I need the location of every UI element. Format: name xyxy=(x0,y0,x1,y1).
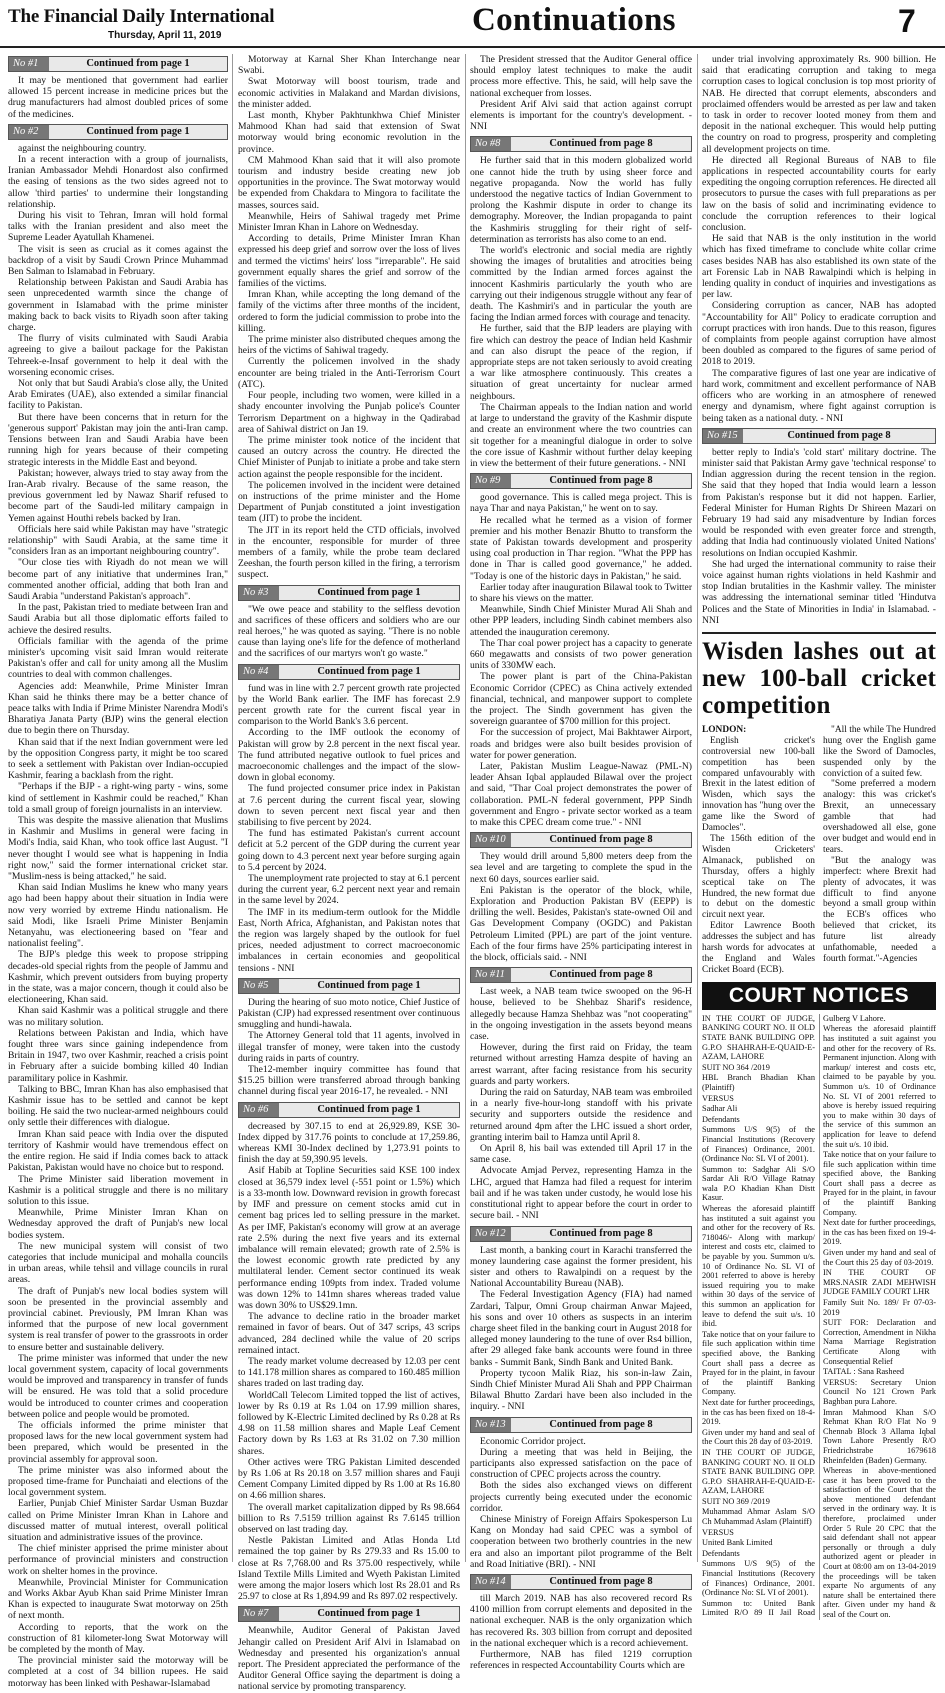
wisden-article xyxy=(702,632,936,976)
paragraph: IN THE COURT OF JUDGE, BANKING COURT NO. II OLD STATE BANK BUILDING OPP. G.P.O SHAHRAH-E-QUAID-E-AZAM, LAHORE xyxy=(702,1447,815,1496)
paragraph: Whereas in above-mentioned case it has been proved to the satisfaction of the Court that the above mentioned defendant served in the ordinary way. It is therefore, proclaimed under Order 5 Rule 20 CPC that the said defendant shall not appear personally or through a duly authorized agent or pleader in Court at 08:00 am on 13-04-2019 the proceedings will be taken exparte No arguments of any nature shall be entertained there after. Given under my hand & seal of the Court on. xyxy=(823,1466,936,1620)
paragraph: The world's electronic and social media are rightly showing the images of brutalities and atrocities being committed by the Indian armed forces against the innocent Kashmiris particularly the youth who are carrying out their indigenous struggle without any fear of death. The Kashmiri's and in particular the youth are facing the Indian armed forces with courage and tenacity. xyxy=(470,245,692,324)
continuation-body xyxy=(470,986,692,1221)
wisden-dateline: LONDON: xyxy=(702,724,747,735)
column-divider xyxy=(697,54,698,1562)
column-1 xyxy=(8,54,228,1689)
continuation-section xyxy=(238,664,460,974)
continuation-number: No #2 xyxy=(9,125,49,139)
continuation-section xyxy=(238,1102,460,1603)
continuation-body xyxy=(470,54,692,132)
continuation-title: Continued from page 1 xyxy=(86,58,190,69)
continuation-number: No #11 xyxy=(471,968,511,982)
paragraph: Summon to: Sadghar Ali S/O Sardar Ali R/O Village Ratnay wala P.O Khadian Khan Distt Kasur. xyxy=(702,1164,815,1203)
continuation-number: No #13 xyxy=(471,1418,511,1432)
wisden-paragraphs xyxy=(702,725,936,976)
paragraph: Sadhar Ali xyxy=(702,1104,738,1114)
continuation-number: No #1 xyxy=(9,57,49,71)
paragraph: The provincial minister said the motorway will be completed at a cost of 34 billion rupees. He said motorway has been linked with Peshawar-Islamabad xyxy=(8,1655,228,1689)
paragraph: The prime minister also distributed cheques among the heirs of the victims of Sahiwal tragedy. xyxy=(238,334,460,357)
continuation-body xyxy=(238,604,460,660)
paragraph: During his visit to Tehran, Imran will hold formal talks with the Iranian president and also meet the Supreme Leader Ayatullah Khamenei. xyxy=(8,210,228,244)
paragraph: Not only that but Saudi Arabia's close ally, the United Arab Emirates (UAE), also extended a similar financial facility to Pakistan. xyxy=(8,378,228,412)
column-4 xyxy=(702,54,936,1620)
continuation-body xyxy=(470,1593,692,1671)
paragraph: During a meeting that was held in Beijing, the participants also expressed satisfaction on the pace of construction of CPEC projects across the country. xyxy=(470,1446,692,1481)
paragraph: Four people, including two women, were killed in a shady encounter involving the Punjab police's Counter Terrorism Department on a highway in the Qadirabad area of Sahiwal district on Jan 19. xyxy=(238,390,460,435)
paragraph: CM Mahmood Khan said that it will also promote tourism and industry beside creating new job opportunities in the province. The Swat motorway would be expended from Chakdara to Mingora to facilitate the masses, sources said. xyxy=(238,154,460,211)
continuation-title: Continued from page 1 xyxy=(317,1103,421,1115)
paragraph: Next date for further proceedings, in the cas has been fixed on 18-4-2019. xyxy=(702,1397,815,1427)
paragraph: The overall market capitalization dipped by Rs 98.664 billion to Rs 7.5159 trillion against Rs 7.6145 trillion observed on last trading day. xyxy=(238,1501,460,1535)
paragraph: English cricket's controversial new 100-ball competition has been compared unfavourably with Brexit in the latest edition of Wisden, which says the innovation has "hung over the game like the Sword of Damocles". xyxy=(702,735,815,834)
paragraph: Talking to BBC, Imran Khan has also emphasised that Kashmir issue has to be settled and cannot be kept boiling. He said the two nuclear-armed neighbours could only settle their differences with dialogue. xyxy=(8,1083,228,1129)
paragraph: VERSUS: Secretary Union Council No 121 Crown Park Baghban pura Lahore. xyxy=(823,1377,936,1406)
paragraph: Whereas the aforesaid plaintiff has instituted a suit against you and other for the recovery of Rs. 718046/- Along with markup/ interest and costs etc, claimed to be payable by you. Summon u/s. 10 of Ordinance No. SL VI of 2001 referred to above is hereby issued requiring you to make within 30 days of the service of this summon an application for leave to defend the suit u/s. 10 ibid. xyxy=(702,1204,815,1329)
paragraph: "Our close ties with Riyadh do not mean we will become part of any initiative that undermines Iran," commented another official, adding that both Iran and Saudi Arabia "understand Pakistan's approach". xyxy=(8,557,228,602)
paragraph: For the succession of project, Mai Bakhtawer Airport, roads and bridges were also built besides provision of water for power generation. xyxy=(470,727,692,761)
paragraph: The ready market volume decreased by 12.03 per cent to 141.178 million shares as compared to 160.485 million shares traded on last trading day. xyxy=(238,1355,460,1390)
paragraph: Other actives were TRG Pakistan Limited descended by Rs 1.06 at Rs 20.18 on 3.57 million shares and Fauji Cement Company Limited dipped by Rs 1.00 at Rs 16.80 on 4.66 million shares. xyxy=(238,1456,460,1502)
paragraph: decreased by 307.15 to end at 26,929.89, KSE 30-Index dipped by 317.76 points to conclude at 17,259.86, whereas KMI 30-Index declined by 1,273.91 points to finish the day at 59,390.95 levels. xyxy=(238,1120,460,1166)
continuation-title: Continued from page 8 xyxy=(549,1227,653,1239)
continuation-number: No #14 xyxy=(471,1575,511,1589)
paragraph: The12-member inquiry committee has found that $15.25 billion were transferred abroad through banking channel during fiscal year 2016-17, he revealed. - NNI xyxy=(238,1064,460,1098)
continuation-body xyxy=(238,54,460,581)
continuation-banner xyxy=(470,136,692,152)
paragraph: Editor Lawrence Booth addresses the subject and has harsh words for advocates at the England and Wales Cricket Board (ECB). xyxy=(702,921,815,975)
continuation-banner xyxy=(8,124,228,140)
paragraph: Imran Khan said peace with India over the disputed territory of Kashmir would have tremendous effect on the entire region. He said if India comes back to attack Pakistan, Pakistan would have no choice but to respond. xyxy=(8,1128,228,1174)
paragraph: In the past, Pakistan tried to mediate between Iran and Saudi Arabia but all those diplomatic efforts failed to achieve the desired results. xyxy=(8,602,228,636)
continuation-banner xyxy=(470,1417,692,1433)
continuation-body xyxy=(238,997,460,1098)
continuation-banner xyxy=(238,664,460,680)
continuation-number: No #5 xyxy=(239,979,279,993)
column-4-continuations xyxy=(702,54,936,626)
paragraph: Khan said that if the next Indian government were led by the opposition Congress party, it might be too scared to seek a settlement with Pakistan over Indian-occupied Kashmir, fearing a backlash from the right. xyxy=(8,736,228,782)
continuation-banner xyxy=(8,56,228,72)
continuation-section xyxy=(470,54,692,132)
paragraph: The IMF in its medium-term outlook for the Middle East, North Africa, Afghanistan, and Pakistan notes that the region was largely shaped by the outlook for fuel prices, needed adjustment to correct macroeconomic imbalances in certain economies and geopolitical tensions - NNI xyxy=(238,906,460,974)
continuation-banner xyxy=(470,967,692,983)
paragraph: The prime minister took notice of the incident that caused an outcry across the country. He directed the Chief Minister of Punjab to initiate a probe and take stern action against the people responsible for the incident. xyxy=(238,434,460,480)
paragraph: Summons U/S 9(5) of the Financial Institutions (Recovery of Finances) Ordinance, 2001. (Ordinance No: SL VI of 2001). xyxy=(702,1125,815,1164)
paragraph: The flurry of visits culminated with Saudi Arabia agreeing to give a bailout package for the Pakistan Tehreek-e-Insaf government to help it deal with the worsening economic crises. xyxy=(8,333,228,378)
continuation-title: Continued from page 1 xyxy=(317,586,421,598)
paragraph: The power plant is part of the China-Pakistan Economic Corridor (CPEC) as China actively extended financial, technical, and manpower support to complete the project. The Sindh government has given the sovereign guarantee of $700 million for this project. xyxy=(470,671,692,728)
paragraph: The Thar coal power project has a capacity to generate 660 megawatts and consists of two power generation units of 330MW each. xyxy=(470,637,692,672)
continuation-section xyxy=(470,832,692,963)
paragraph: According to the IMF outlook the economy of Pakistan will grow by 2.8 percent in the next fiscal year. The fund attributed negative outlook to fuel prices and macroeconomic challenges and the impact of the slow-down in global economy. xyxy=(238,727,460,784)
paragraph: The prime minister was informed that under the new local government system, capacity of local governments would be improved and transparency in transfer of funds will be ensured. He was told that a solid procedure would be introduced to counter crimes and cooperation between police and people would be promoted. xyxy=(8,1352,228,1420)
continuation-title: Continued from page 8 xyxy=(549,834,653,846)
paragraph: However, during the first raid on Friday, the team returned without arresting Hamza despite of having an arrest warrant, after facing resistance from his security guards and party workers. xyxy=(470,1042,692,1087)
court-notices xyxy=(702,1014,936,1620)
continuation-title: Continued from page 1 xyxy=(317,979,421,991)
paragraph: Currently the policemen involved in the shady encounter are being trialed in the Anti-Terrorism Court (ATC). xyxy=(238,356,460,390)
paragraph: fund was in line with 2.7 percent growth rate projected by the World Bank earlier. The IMF has forecast 2.9 percent growth rate for the current fiscal year in comparison to the World Bank's 3.6 percent. xyxy=(238,682,460,728)
paragraph: IN THE COURT OF JUDGE, BANKING COURT NO. II OLD STATE BANK BUILDING OPP. G.P.O SHAHRAH-E-QUAID-E-AZAM, LAHORE xyxy=(702,1013,815,1062)
paragraph: Considering corruption as cancer, NAB has adopted "Accountability for All" Policy to eradicate corruption and corrupt practices with iron hands. Due to this reason, figures of complaints from people against corruption have almost been doubled as compared to the figures of same period of 2018 to 2019. xyxy=(702,300,936,368)
section-title: Continuations xyxy=(472,2,676,38)
paragraph: Meanwhile, Prime Minister Imran Khan on Wednesday approved the draft of Punjab's new local bodies system. xyxy=(8,1207,228,1241)
paragraph: Property tycoon Malik Riaz, his son-in-law Zain, Sindh Chief Minister Murad Ali Shah and PPP Chairman Bilawal Bhutto Zardari have been also included in the inquiry. - NNI xyxy=(470,1367,692,1413)
paragraph: Imran Khan, while accepting the long demand of the family of the victims after three months of the incident, ordered to form the judicial commission to probe into the killing. xyxy=(238,289,460,334)
paragraph: The prime minister was also informed about the proposed time-frame for Punchaiati and elections of the local government system. xyxy=(8,1464,228,1499)
wisden-body xyxy=(702,725,936,976)
paragraph: Advocate Amjad Pervez, representing Hamza in the LHC, argued that Hamza had filed a request for interim bail and if he was taken under custody, he would lose his constitutional right to appear before the court in order to secure bail. - NNI xyxy=(470,1165,692,1222)
continuation-body xyxy=(702,54,936,424)
paragraph: Summons U/S 9(5) of the Financial Institutions (Recovery of Finances) Ordinance, 2001. (Ordinance No: SL VI of 2001). xyxy=(702,1559,815,1598)
paragraph: Economic Corridor project. xyxy=(480,1435,586,1447)
paragraph: The visit is seen as crucial as it comes against the backdrop of a visit by Saudi Crown Prince Muhammad Ben Salman to Islamabad in February. xyxy=(8,243,228,278)
continuation-number: No #12 xyxy=(471,1227,511,1241)
continuation-section xyxy=(702,428,936,626)
paragraph: The officials informed the prime minister that proposed laws for the new local government system had been prepared, which would be presented in the provincial assembly for approval soon. xyxy=(8,1419,228,1465)
paragraph: The fund projected consumer price index in Pakistan at 7.6 percent during the current fiscal year, slowing down to seven percent next fiscal year and then stabilising to five percent by 2024. xyxy=(238,783,460,828)
paragraph: Furthermore, NAB has filed 1219 corruption references in respected Accountability Courts which are xyxy=(470,1649,692,1672)
paragraph: SUIT NO 364 /2019 xyxy=(702,1062,770,1072)
continuation-section xyxy=(238,54,460,581)
continuation-section xyxy=(238,585,460,660)
paragraph: Meanwhile, Heirs of Sahiwal tragedy met Prime Minister Imran Khan in Lahore on Wednesday. xyxy=(238,210,460,234)
paragraph: On April 8, his bail was extended till April 17 in the same case. xyxy=(470,1143,692,1166)
paragraph: According to reports, that the work on the construction of 81 kilometer-long Swat Motorway will be completed by the month of May. xyxy=(8,1621,228,1656)
paragraph: He further, said that the BJP leaders are playing with fire which can destroy the peace of Indian held Kashmir and can also disrupt the peace of the region, if appropriate steps are not taken seriously to avoid creating a war like atmosphere continuously. This creates a situation of great uncertainty for nuclear armed neighbours. xyxy=(470,323,692,402)
paragraph: Nestle Pakistan Limited and Atlas Honda Ltd remained the top gainer by Rs 279.33 and Rs 15.00 to close at Rs 7,768.00 and Rs 375.00 respectively, while Island Textile Mills Limited and Wyeth Pakistan Limited were among the major losers which lost Rs 28.01 and Rs 25.97 to close at Rs 1,894.99 and Rs 897.02 respectively. xyxy=(238,1535,460,1603)
continuation-body xyxy=(702,447,936,626)
paragraph: Next date for further proceedings, in the cas has been fixed on 19-4-2019. xyxy=(823,1218,936,1247)
paragraph: The policemen involved in the incident were detained on instructions of the prime minister and the Home Department of Punjab constituted a joint investigation team (JIT) to probe the incident. xyxy=(238,479,460,525)
paragraph: Meanwhile, Auditor General of Pakistan Javed Jehangir called on President Arif Alvi in Islamabad on Wednesday and presented his organization's annual report. The President appreciated the performance of the Auditor General Office saying the department is doing a national service by promoting transparency. xyxy=(238,1625,460,1693)
paragraph: better reply to India's 'cold start' military doctrine. The minister said that Pakistan Army gave 'technical response' to Indian aggression during the recent tension in the region. She said that they hoped that India would learn a lesson from Pakistan's response but it did not happen. Earlier, Federal Minister for Human Rights Dr Shireen Mazari on February 19 had said any misadventure by Indian forces would be responded with even greater force and strength, adding that India had continuously violated United Nations' resolutions on Indian occupied Kashmir. xyxy=(702,446,936,559)
paragraph: President Arif Alvi said that action against corrupt elements is important for the country's development. - NNI xyxy=(470,98,692,133)
paragraph: Meanwhile, Sindh Chief Minister Murad Ali Shah and other PPP leaders, including Sindh cabinet members also attended the inauguration ceremony. xyxy=(470,604,692,638)
continuation-title: Continued from page 8 xyxy=(549,1575,653,1587)
court-notices-header: COURT NOTICES xyxy=(702,982,936,1010)
paragraph: Khan said Kashmir was a political struggle and there was no military solution. xyxy=(8,1005,228,1028)
paragraph: He recalled what he termed as a vision of former premier and his mother Benazir Bhutto to transform the state of Pakistan towards development and prosperity using coal production in Thar region. "What the PPP has done in Thar is called good governance," he added. "Today is one of the historic days in Pakistan," he said. xyxy=(470,514,692,582)
paragraph: The fund has estimated Pakistan's current account deficit at 5.2 percent of the GDP during the current year going down to 4.3 percent next year before surging again to 5.4 percent by 2024. xyxy=(238,828,460,873)
paragraph: Pakistan; however, always tried to stay away from the Iran-Arab rivalry. Because of the same reason, the previous government led by Nawaz Sharif refused to become part of the Saudi-led military campaign in Yemen against Houthi rebels backed by Iran. xyxy=(8,467,228,524)
continuation-section xyxy=(470,136,692,469)
continuation-body xyxy=(8,75,228,120)
column-2 xyxy=(238,54,460,1693)
issue-date: Thursday, April 11, 2019 xyxy=(108,30,222,41)
paragraph: Take notice that on your failure to file such application within time specified above, the Banking Court shall pass a decree as Prayed for in the plaint, in favour of the plaintiff Banking Company. xyxy=(702,1329,815,1397)
paragraph: During the raid on Saturday, NAB team was embroiled in a nearly five-hour-long standoff with his private security and supporters outside the residence and returned around 4pm after the LHC issued a short order, granting interim bail to Hamza until April 8. xyxy=(470,1087,692,1143)
continuation-body xyxy=(470,1245,692,1413)
continuation-body xyxy=(470,851,692,963)
paragraph: The advance to decline ratio in the broader market remained in favor of bears. Out of 347 scrips, 43 scrips advanced, 284 declined while the value of 20 scrips remained intact. xyxy=(238,1311,460,1356)
paragraph: VERSUS xyxy=(702,1093,734,1103)
continuation-banner xyxy=(238,1606,460,1622)
continuation-title: Continued from page 1 xyxy=(317,1608,421,1620)
paragraph: "We owe peace and stability to the selfless devotion and sacrifices of these officers and soldiers who are our real heroes," he was quoted as saying. "There is no noble cause than laying one's life for the defence of motherland and the sacrifices of our martyrs won't go waste." xyxy=(238,603,460,660)
continuation-section xyxy=(470,1226,692,1413)
continuation-body xyxy=(470,492,692,828)
paragraph: The 156th edition of the Wisden Cricketers' Almanack, published on Thursday, offers a highly sceptical take on The Hundred, the new format due to debut on the domestic circuit next year. xyxy=(702,834,815,921)
continuation-section xyxy=(702,54,936,424)
column-divider xyxy=(465,54,466,1562)
paragraph: According to details, Prime Minister Imran Khan expressed his deep grief and sorrow over the loss of lives and termed the victims' heirs' loss "irreparable". He said government equally shares the grief and sorrow of the families of the victims. xyxy=(238,233,460,290)
masthead xyxy=(0,0,945,48)
paragraph: Meanwhile, Provincial Minister for Communication and Works Akbar Ayub Khan said Prime Minister Imran Khan is expected to inaugurate Swat motorway on 25th of next month. xyxy=(8,1576,228,1622)
paragraph: Both the sides also exchanged views on different projects currently being executed under the economic corridor. xyxy=(470,1480,692,1514)
continuation-number: No #15 xyxy=(703,429,743,443)
paragraph: Muhammad Ahmar Aslam S/O Ch Muhammad Aslam (Plaintiff) xyxy=(702,1507,815,1527)
continuation-number: No #10 xyxy=(471,833,511,847)
paragraph: Asif Habib at Topline Securities said KSE 100 index closed at 36,579 index level (-551 point or 1.5%) which is a 33-month low. Downward revision in growth forecast by IMF and pressure on cement stocks amid cut in cement bag prices led to selling pressure in the market. As per IMF, Pakistan's economy will grow at an average rate 2.5% during the next five years and its external imbalance will remain elevated; growth rate of 2.5% is the lowest economic growth rate predicted by any multilateral lender. Cement sector continued its weak performance ending 109pts from index. Traded volume was down 12% to 141mn shares whereas traded value was down 30% to US$29.1mn. xyxy=(238,1165,460,1311)
paragraph: He directed all Regional Bureaus of NAB to file applications in respected accountability courts for early expediting the ongoing corruption references. He directed all prosecutors to pursue the cases with full preparations as per law on the basis of solid and incriminating evidence to conclude the corruption references to their logical conclusion. xyxy=(702,154,936,234)
paragraph: Relationship between Pakistan and Saudi Arabia has seen unprecedented warmth since the change of government in Islamabad with the prime minister making back to back visits to Riyadh soon after taking charge. xyxy=(8,277,228,334)
paragraph: Take notice that on your failure to file such application within time specified above, the Banking Court shall pass a decree as Prayed for in the plaint, in favour of the plaintiff Banking Company. xyxy=(823,1150,936,1217)
continuation-number: No #8 xyxy=(471,137,511,151)
continuation-banner xyxy=(238,585,460,601)
continuation-section xyxy=(238,1606,460,1692)
paragraph: Family Suit No. 189/ Fr 07-03-2019 xyxy=(823,1298,936,1317)
paragraph: She had urged the international community to raise their voice against human rights violations in held Kashmir and stop Indian brutalities in the Kashmir valley. The minister was addressing the international seminar titled 'Hindutva Polices and the State of Minorities in India' in Islamabad. - NNI xyxy=(702,558,936,626)
paragraph: The new municipal system will consist of two categories that include municipal and mohalla councils in urban areas, while tehsil and village councils in rural areas. xyxy=(8,1240,228,1286)
continuation-title: Continued from page 1 xyxy=(86,125,190,137)
continuation-section xyxy=(470,967,692,1221)
column-3 xyxy=(470,54,693,1672)
continuation-number: No #7 xyxy=(239,1607,279,1621)
continuation-banner xyxy=(238,978,460,994)
continuation-number: No #4 xyxy=(239,665,279,679)
continuation-banner xyxy=(470,832,692,848)
paragraph: Defendants xyxy=(702,1114,740,1124)
paragraph: till March 2019. NAB has also recovered record Rs 4100 million from corrupt elements and deposited in the national exchequer. NAB is the only organization which has recovered Rs. 303 billion from corrupt and deposited in the national exchequer which is a record achievement. xyxy=(470,1592,692,1649)
paragraph: The unemployment rate projected to stay at 6.1 percent during the current year, 6.2 percent next year and remain in the same level by 2024. xyxy=(238,873,460,907)
paragraph: The JIT in its report held the CTD officials, involved in the encounter, responsible for murder of three members of a family, while the probe team declared Zeeshan, the fourth person killed in the firing, a terrorism suspect. xyxy=(238,524,460,581)
paragraph: He said that NAB is the only institution in the world which has fixed timeframe to conclude white collar crime cases besides NAB has also established its own state of the art Forensic Lab in NAB Rawalpindi which is helping in lending quality in conduct of inquiries and investigations as per law. xyxy=(702,233,936,301)
paragraph: Earlier, Punjab Chief Minister Sardar Usman Buzdar called on Prime Minister Imran Khan in Lahore and discussed matter of mutual interest, overall political situation and administrative issues of the province. xyxy=(8,1498,228,1543)
continuation-number: No #6 xyxy=(239,1103,279,1117)
paragraph: "Some preferred a modern analogy: this was cricket's Brexit, an unnecessary gamble that had overshadowed all else, gone over budget and would end in tears. xyxy=(823,779,936,855)
paragraph: During the hearing of suo moto notice, Chief Justice of Pakistan (CJP) had expressed resentment over continuous smuggling and hundi-hawala. xyxy=(238,996,460,1031)
paragraph: Given under my hand and seal of the Court this 28 day of 03-2019. xyxy=(702,1427,815,1447)
paragraph: Relations between Pakistan and India, which have fought three wars since gaining independence from Britain in 1947, two over Kashmir, reached a crisis point in February after a suicide bombing killed 40 Indian paramilitary police in Kashmir. xyxy=(8,1027,228,1084)
paragraph: "But the analogy was imperfect: where Brexit had plenty of advocates, it was difficult to find anyone beyond a small group within the ECB's offices who believed that cricket, its future list already unfathomable, needed a fourth format."-Agencies xyxy=(823,855,936,964)
paragraph: SUIT FOR: Declaration and Correction, Amendment in Nikha Nama Marriage Registration Certificate Along with Consequential Relief xyxy=(823,1318,936,1366)
paragraph: VERSUS xyxy=(702,1527,734,1537)
paragraph: Defendants xyxy=(702,1548,740,1558)
continuation-title: Continued from page 1 xyxy=(317,665,421,677)
paragraph: The BJP's pledge this week to propose stripping decades-old special rights from the people of Jammu and Kashmir, which prevent outsiders from buying property in the state, was a major concern, though it could also be electioneering, Khan said. xyxy=(8,949,228,1006)
paragraph: Khan said Indian Muslims he knew who many years ago had been happy about their situation in India were now very worried by extreme Hindu nationalism. He said Modi, like Israeli Prime Minister Benjamin Netanyahu, was electioneering based on "fear and nationalist feeling". xyxy=(8,882,228,950)
column-divider xyxy=(232,54,233,1562)
paragraph: The Attorney General told that 11 agents, involved in illegal transfer of money, were taken into the custody during raids in parts of country. xyxy=(238,1030,460,1064)
paragraph: The comparative figures of last one year are indicative of hard work, commitment and excellent performance of NAB officers who are working in an atmosphere of renewed energy and dynamism, where fight against corruption is being taken as a national duty. - NNI xyxy=(702,367,936,424)
continuation-body xyxy=(238,1121,460,1603)
continuation-banner xyxy=(238,1102,460,1118)
continuation-title: Continued from page 8 xyxy=(549,1418,653,1430)
paragraph: Earlier today after inauguration Bilawal took to Twitter to share his views on the matter. xyxy=(470,581,693,604)
paragraph: against the neighbouring country. xyxy=(18,142,147,154)
continuation-body xyxy=(470,155,692,469)
newspaper-name: The Financial Daily International xyxy=(8,6,275,27)
continuation-body xyxy=(8,143,228,1689)
continuation-body xyxy=(238,683,460,974)
continuation-body xyxy=(238,1625,460,1692)
paragraph: Motorway at Karnal Sher Khan Interchange near Swabi. xyxy=(238,54,460,77)
continuation-section xyxy=(8,56,228,120)
paragraph: Swat Motorway will boost tourism, trade and economic activities in Malakand and Mardan divisions, the minister added. xyxy=(238,76,460,110)
paragraph: The Federal Investigation Agency (FIA) had named Zardari, Talpur, Omni Group chairman Anwar Majeed, his sons and over 10 others as suspects in an interim charge sheet filed in the banking court in August 2018 for alleged money laundering to the tune of over Rs4 billion, after 29 alleged fake bank accounts were found in three banks - Summit Bank, Sindh Bank and United Bank. xyxy=(470,1289,692,1368)
paragraph: The chief minister apprised the prime minister about performance of provincial ministers and construction work on shelter homes in the province. xyxy=(8,1543,228,1577)
continuation-section xyxy=(470,1417,692,1570)
paragraph: Last month, Khyber Pakhtunkhwa Chief Minister Mahmood Khan had said that extension of Swat motorway would bring economic revolution in the province. xyxy=(238,110,460,155)
paragraph: But there have been concerns that in return for the 'generous support' Pakistan may join the anti-Iran camp. Tensions between Iran and Saudi Arabia have been running high for years because of their competing strategic interests in the Middle East and beyond. xyxy=(8,411,228,468)
paragraph: WorldCall Telecom Limited topped the list of actives, lower by Rs 0.19 at Rs 1.04 on 17.99 million shares, followed by K-Electric Limited declined by Rs 0.28 at Rs 4.98 on 11.58 million shares and Maple Leaf Cement Factory down by Rs 1.63 at Rs 31.02 on 7.30 million shares. xyxy=(238,1389,460,1457)
paragraph: Last week, a NAB team twice swooped on the 96-H house, believed to be Shehbaz Sharif's residence, allegedly because Hamza Shehbaz was "not cooperating" in the ongoing investigation in the assets beyond means case. xyxy=(470,986,692,1043)
continuation-title: Continued from page 8 xyxy=(549,138,653,150)
paragraph: In a recent interaction with a group of journalists, Iranian Ambassador Mehdi Honardost also confirmed the easing of tensions as the two sides agreed not to allow 'third parties' to undermine their longstanding relationship. xyxy=(8,154,228,210)
continuation-section xyxy=(8,124,228,1689)
continuation-number: No #3 xyxy=(239,586,279,600)
paragraph: The President stressed that the Auditor General office should employ latest techniques to make the audit process more effective. This, he said, will help save the national exchequer from losses. xyxy=(470,54,692,99)
paragraph: Eni Pakistan is the operator of the block, while, Exploration and Production Pakistan BV (EEPP) is drilling the well. Besides, Pakistan's state-owned Oil and Gas Development Company (OGDC) and Pakistan Petroleum Limited (PPL) are part of the joint venture. Each of the four firms have 25% participating interest in the block, officials said. - NNI xyxy=(470,884,692,964)
paragraph: He further said that in this modern globalized world one cannot hide the truth by using sheer force and negative propaganda. Now the world has fully understood the negative tactics of Indian Government to prolong the Kashmir dispute in order to change its demography. Moreover, the Indian propaganda to paint the Kashmiris struggling for their right of self-determination as terrorists has also come to an end. xyxy=(470,155,692,245)
paragraph: Officials familiar with the agenda of the prime minister's upcoming visit said Imran would reiterate Pakistan's offer and call for unity among all the Muslim countries to deal with common challenges. xyxy=(8,635,228,681)
wisden-headline: Wisden lashes out at new 100-ball cricket competition xyxy=(702,637,936,719)
paragraph: Officials here said while Pakistan may have "strategic relationship" with Saudi Arabia, at the same time it "considers Iran as an important neighbouring country". xyxy=(8,523,228,558)
paragraph: "Perhaps if the BJP - a right-wing party - wins, some kind of settlement in Kashmir could be reached," Khan told a small group of foreign journalists in an interview. xyxy=(8,781,228,815)
continuation-title: Continued from page 8 xyxy=(549,969,653,981)
continuation-section xyxy=(470,473,692,828)
paragraph: Agencies add: Meanwhile, Prime Minister Imran Khan said he thinks there may be a better chance of peace talks with India if Prime Minister Narendra Modi's Bharatiya Janata Party (BJP) wins the general election due to begin there on Thursday. xyxy=(8,680,228,737)
continuation-banner xyxy=(470,473,692,489)
paragraph: This was despite the massive alienation that Muslims in Kashmir and Muslims in general were facing in Modi's India, said Khan, who took office last August. "I never thought I would see what is happening in India right now," said the former international cricket star. "Muslim-ness is being attacked," he said. xyxy=(8,815,228,883)
paragraph: The Chairman appeals to the Indian nation and world at large to understand the gravity of the Kashmir dispute and create an environment where the two countries can sit together for a meaningful dialogue in order to solve the core issue of Kashmir without further delay keeping in view the betterment of their future generations. - NNI xyxy=(470,401,692,469)
paragraph: Imran Mahmood Khan S/O Rehmat Khan R/O Flat No 9 Chennab Block 3 Allama Iqbal Town Lahore Presently R/O Friedrichstrabe 1679618 Rheinfelden (Baden) Germany. xyxy=(823,1407,936,1465)
paragraph: TAITAL : Sana Rasheed xyxy=(823,1367,905,1377)
paragraph: The Prime Minister said liberation movement in Kashmir is a political struggle and there is no military solution to this issue. xyxy=(8,1173,228,1207)
continuation-banner xyxy=(470,1226,692,1242)
paragraph: "All the while The Hundred hung over the English game like the Sword of Damocles, suspended only by the conviction of a suited few. xyxy=(823,724,936,779)
continuation-title: Continued from page 8 xyxy=(787,429,891,441)
paragraph: They would drill around 5,800 meters deep from the sea level and are targeting to complete the spud in the next 60 days, sources earlier said. xyxy=(470,851,692,885)
continuation-body xyxy=(470,1436,692,1570)
page-number: 7 xyxy=(898,3,916,39)
continuation-section xyxy=(470,1574,692,1671)
paragraph: good governance. This is called mega project. This is naya Thar and naya Pakistan," he went on to say. xyxy=(470,492,692,515)
continuation-banner xyxy=(470,1574,692,1590)
paragraph: The draft of Punjab's new local bodies system will soon be presented in the provincial assembly and provincial cabinet. Previously, PM Imran Khan was informed that the purpose of new local government system is real transfer of power to the grassroots in order to ensure better and sustainable delivery. xyxy=(8,1285,228,1353)
paragraph: Summon to: United Bank Limited R/O 89 II Jail Road Gulberg V Lahore. xyxy=(702,1013,886,1618)
paragraph: Whereas the aforesaid plaintiff has instituted a suit against you and other for the recovery of Rs. Permanent injunction. Along with markup/ interest and costs etc, claimed to be payable by you. Summon u/s. 10 of Ordinance No. SL VI of 2001 referred to above is hereby issued requiring you to make within 30 days of the service of this summon an application for leave to defend the suit u/s. 10 ibid. xyxy=(823,1024,936,1149)
paragraph: under trial involving approximately Rs. 900 billion. He said that eradicating corruption and taking to mega corruption cases to logical conclusion is top most priority of NAB. He directed that corrupt elements, absconders and proclaimed offenders would be arrested as per law and taken to task in order to recover looted money from them and deposit in the national exchequer. This would help putting the country on road to progress, prosperity and completing all development projects on time. xyxy=(702,54,936,155)
paragraph: It may be mentioned that government had earlier allowed 15 percent increase in medicine prices but the drug manufacturers had almost doubled prices of some of the medicines. xyxy=(8,75,228,120)
paragraph: SUIT NO 369 /2019 xyxy=(702,1496,770,1506)
paragraph: HBL Branch Bhadian Khan (Plaintiff) xyxy=(702,1073,815,1092)
continuation-banner xyxy=(702,428,936,444)
continuation-number: No #9 xyxy=(471,474,511,488)
paragraph: Given under my hand and seal of the Court this 25 day of 03-2019. xyxy=(823,1248,936,1267)
continuation-title: Continued from page 8 xyxy=(549,475,653,487)
paragraph: Later, Pakistan Muslim League-Nawaz (PML-N) leader Ahsan Iqbal applauded Bilawal over the project and said, "Thar Coal project demonstrates the power of collaboration. PML-N federal government, PPP Sindh government and Engro - private sector worked as a team to make this CPEC dream come true." - NNI xyxy=(470,760,692,828)
paragraph: Chinese Ministry of Foreign Affairs Spokesperson Lu Kang on Monday had said CPEC was a symbol of cooperation between two brotherly countries in the new era and also an important pilot programme of the Belt and Road Initiative (BRI). - NNI xyxy=(470,1513,692,1570)
continuation-section xyxy=(238,978,460,1098)
paragraph: United Bank Limited xyxy=(702,1538,773,1548)
paragraph: IN THE COURT OF MRS.NASIR ZADI MEHWISH JUDGE FAMILY COURT LHR xyxy=(823,1268,936,1297)
paragraph: Last month, a banking court in Karachi transferred the money laundering case against the former president, his sister and others to Rawalpindi on a request by the National Accountability Bureau (NAB). xyxy=(470,1244,692,1290)
